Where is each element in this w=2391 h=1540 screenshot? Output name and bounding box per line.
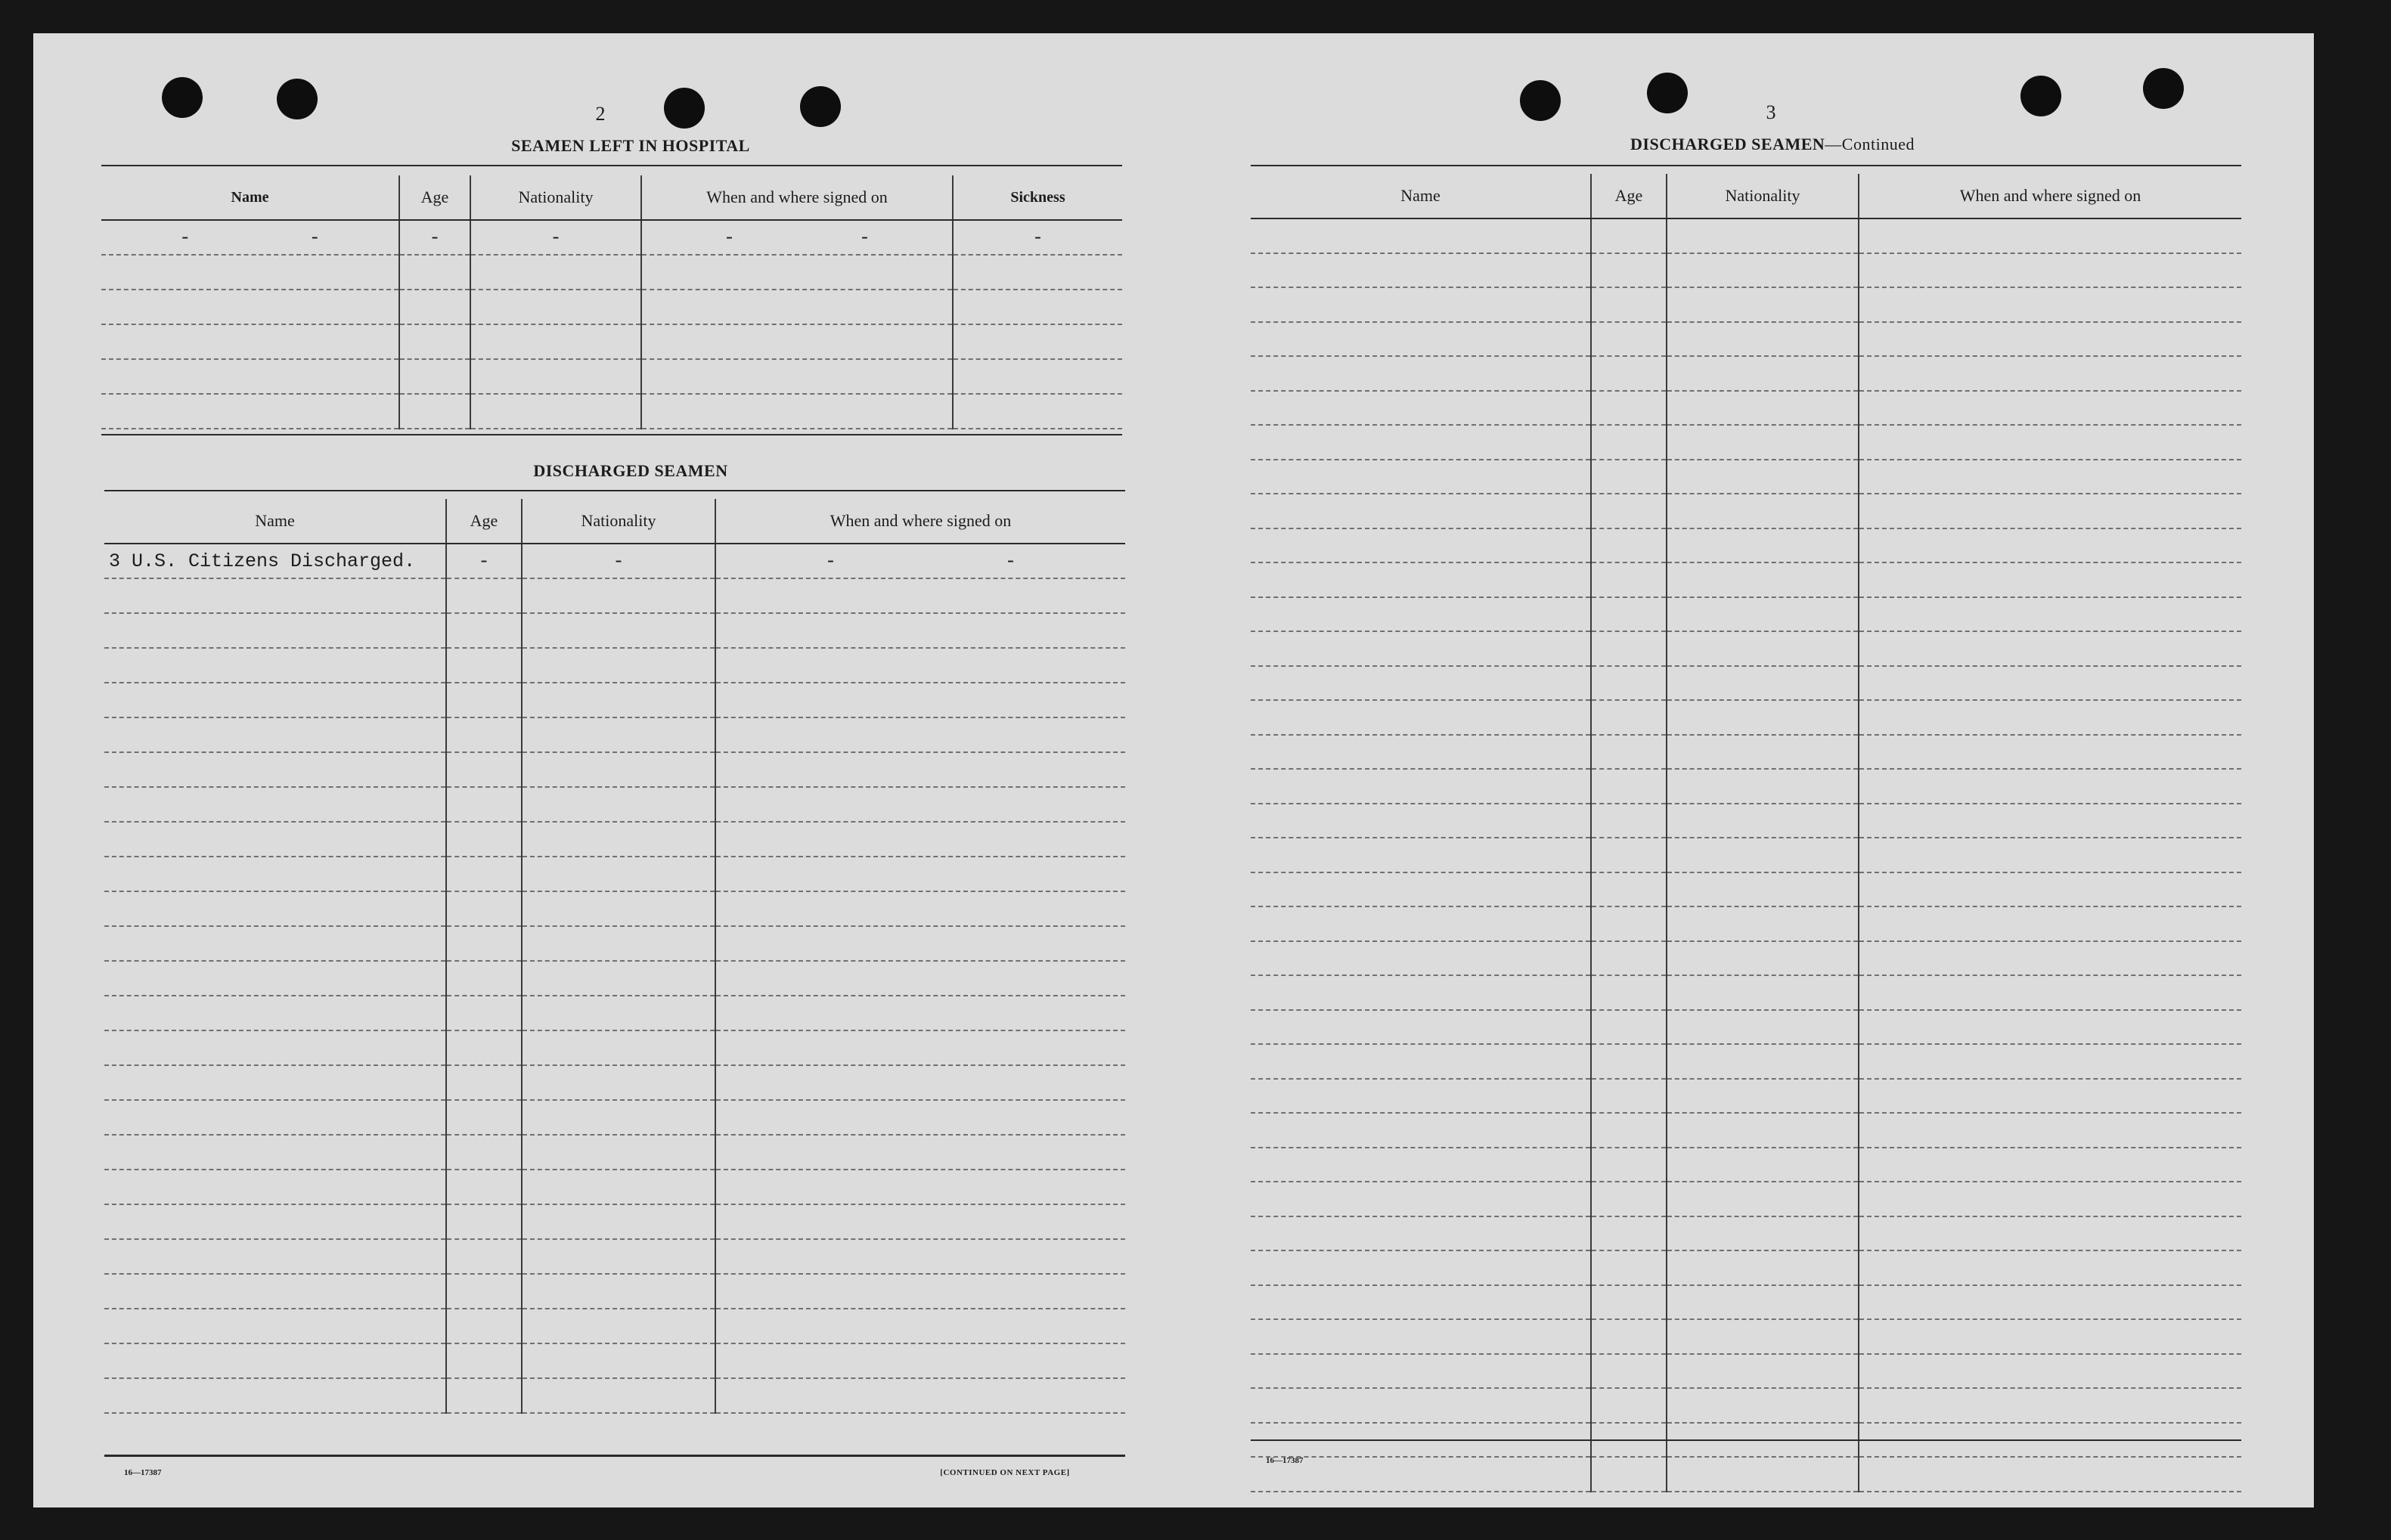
continued-note: [CONTINUED ON NEXT PAGE] (940, 1468, 1070, 1477)
discharged-continued-title (1500, 135, 2045, 154)
section-title-suffix: —Continued (1825, 135, 1915, 153)
discharged-continued-table (1251, 174, 2241, 1492)
table-row (1251, 735, 2241, 770)
table-row (1251, 597, 2241, 632)
dash-mark: - (309, 226, 321, 249)
table-row (1251, 528, 2241, 563)
col-header-nationality: Nationality (522, 499, 715, 544)
table-row (104, 683, 1125, 717)
age-entry: - (446, 544, 522, 578)
nationality-entry: - (522, 544, 715, 578)
table-row (1251, 872, 2241, 907)
page-number: 2 (595, 103, 606, 125)
discharged-bottom-rule (104, 1455, 1125, 1457)
table-row (1251, 1216, 2241, 1251)
table-row (1251, 391, 2241, 426)
table-row (1251, 1182, 2241, 1216)
table-row (1251, 941, 2241, 976)
col-header-when-where: When and where signed on (1859, 174, 2241, 218)
hospital-table (101, 175, 1122, 429)
table-row (1251, 1079, 2241, 1114)
dash-mark: - (859, 226, 871, 249)
col-header-name: Name (1251, 174, 1591, 218)
col-header-age: Age (399, 175, 470, 220)
discharged-table (104, 499, 1125, 1414)
table-row (104, 961, 1125, 996)
table-row (104, 544, 1125, 578)
table-row (1251, 1457, 2241, 1492)
table-row (1251, 253, 2241, 288)
table-row (101, 359, 1122, 394)
table-row (1251, 1010, 2241, 1045)
table-row (1251, 425, 2241, 460)
table-row (104, 1204, 1125, 1239)
table-row (1251, 1250, 2241, 1285)
table-row (1251, 804, 2241, 838)
table-row (1251, 1113, 2241, 1148)
col-header-sickness: Sickness (953, 175, 1122, 220)
table-row (1251, 838, 2241, 872)
table-row (1251, 700, 2241, 735)
table-row (1251, 975, 2241, 1010)
col-header-nationality: Nationality (470, 175, 641, 220)
scanned-document-sheet (33, 33, 2314, 1507)
table-row (1251, 1388, 2241, 1423)
col-header-name: Name (101, 175, 399, 220)
section-title-text: DISCHARGED SEAMEN (1630, 135, 1825, 153)
dash-mark: - (723, 226, 735, 249)
col-header-age: Age (1591, 174, 1667, 218)
dash-mark: - (1005, 550, 1017, 572)
table-row (1251, 1148, 2241, 1182)
hospital-bottom-rule (101, 434, 1122, 435)
dash-mark: - (179, 226, 191, 249)
table-row (104, 1065, 1125, 1100)
table-row (104, 613, 1125, 648)
table-row (104, 996, 1125, 1030)
page-number: 3 (1766, 101, 1776, 123)
table-row (104, 1100, 1125, 1135)
table-row (1251, 218, 2241, 253)
table-row (1251, 631, 2241, 666)
discharged-section-title: DISCHARGED SEAMEN (533, 461, 728, 480)
table-row (101, 324, 1122, 359)
form-number: 16—17387 (124, 1468, 162, 1477)
col-header-nationality: Nationality (1667, 174, 1859, 218)
table-row (1251, 356, 2241, 391)
table-row (104, 578, 1125, 613)
table-row (101, 255, 1122, 290)
table-row (1251, 287, 2241, 322)
table-row (104, 822, 1125, 857)
table-cell (641, 220, 953, 255)
table-row (1251, 906, 2241, 941)
table-cell: - (953, 220, 1122, 255)
form-number: 16—17387 (1266, 1456, 1304, 1465)
table-row (104, 648, 1125, 683)
table-row (104, 1030, 1125, 1065)
col-header-when-where: When and where signed on (715, 499, 1125, 544)
table-row (104, 1343, 1125, 1378)
table-row (104, 1378, 1125, 1413)
table-row (104, 926, 1125, 961)
table-row (1251, 460, 2241, 494)
table-cell (101, 220, 399, 255)
right-title-rule (1251, 165, 2241, 166)
hospital-section-title: SEAMEN LEFT IN HOSPITAL (511, 136, 750, 155)
table-row (104, 891, 1125, 926)
right-bottom-rule (1251, 1439, 2241, 1441)
table-row (101, 290, 1122, 324)
table-row (104, 1239, 1125, 1274)
table-cell: - (399, 220, 470, 255)
when-where-entry (715, 544, 1125, 578)
left-page (33, 33, 1168, 1507)
table-row (101, 394, 1122, 429)
table-row (104, 717, 1125, 752)
col-header-name: Name (104, 499, 446, 544)
col-header-when-where: When and where signed on (641, 175, 953, 220)
table-row (1251, 769, 2241, 804)
table-row (1251, 1285, 2241, 1320)
table-row (104, 1135, 1125, 1170)
table-row (1251, 494, 2241, 528)
table-cell: - (470, 220, 641, 255)
table-row (1251, 1044, 2241, 1079)
table-row (1251, 562, 2241, 597)
name-entry: 3 U.S. Citizens Discharged. (104, 544, 446, 578)
table-row (1251, 322, 2241, 357)
table-row (104, 857, 1125, 891)
right-page (1168, 33, 2314, 1507)
table-row (104, 752, 1125, 787)
col-header-age: Age (446, 499, 522, 544)
table-row (1251, 1354, 2241, 1389)
dash-mark: - (824, 550, 836, 572)
discharged-title-rule (104, 490, 1125, 491)
table-row (1251, 666, 2241, 701)
table-row (104, 1309, 1125, 1343)
table-row (104, 1274, 1125, 1309)
table-row (1251, 1319, 2241, 1354)
table-row (104, 787, 1125, 822)
hospital-title-rule (101, 165, 1122, 166)
table-row (104, 1170, 1125, 1204)
